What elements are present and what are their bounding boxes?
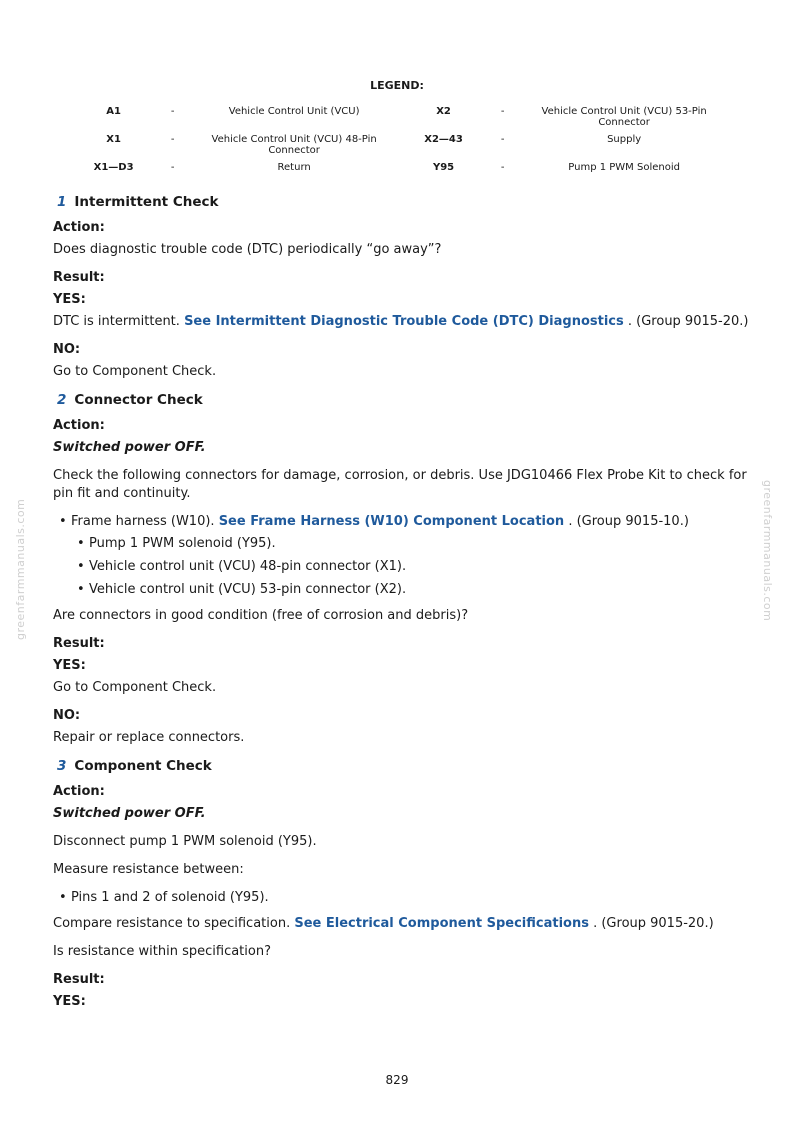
page-number: 829 (385, 1073, 409, 1087)
legend-code: X2 (436, 106, 451, 117)
step-title: Connector Check (74, 392, 203, 408)
disconnect-text: Disconnect pump 1 PWM solenoid (Y95). (53, 834, 317, 849)
bullet-text-end: . (Group 9015-10.) (568, 514, 689, 529)
question-text: Is resistance within specification? (53, 944, 271, 959)
legend-row (70, 104, 730, 132)
list-item: • Vehicle control unit (VCU) 48-pin connector (X1). (89, 558, 753, 576)
legend-title: LEGEND: (370, 79, 424, 92)
step-number: 2 (57, 392, 67, 408)
step-number: 3 (57, 758, 67, 774)
sub-list (71, 535, 753, 599)
action-label: Action: (53, 784, 105, 799)
legend-description: Vehicle Control Unit (VCU) 48-Pin Connector (211, 134, 377, 156)
no-label: NO: (53, 342, 81, 357)
result-label: Result: (53, 636, 105, 651)
action-label: Action: (53, 418, 105, 433)
list-item: • Vehicle control unit (VCU) 53-pin connector (X2). (89, 581, 753, 599)
compare-text (53, 915, 753, 933)
legend-dash: - (170, 162, 175, 173)
legend-dash: - (170, 134, 175, 145)
legend-dash: - (500, 162, 505, 173)
legend-code: X1—D3 (93, 162, 134, 173)
frame-harness-link[interactable]: See Frame Harness (W10) Component Location (218, 514, 565, 529)
step-2-heading (57, 391, 753, 409)
intermittent-dtc-link[interactable]: See Intermittent Diagnostic Trouble Code (DTC) Diagnostics (184, 314, 624, 329)
electrical-specs-link[interactable]: See Electrical Component Specifications (294, 916, 589, 931)
instruction-text: Check the following connectors for damage, corrosion, or debris. Use JDG10466 Flex Probe Kit to check for pin fit and continuity. (53, 468, 747, 501)
step-1-heading (57, 193, 753, 211)
step-3-heading (57, 757, 753, 775)
connector-list (53, 513, 753, 599)
measure-text: Measure resistance between: (53, 862, 244, 877)
legend-dash: - (170, 106, 175, 117)
legend-table (70, 104, 730, 188)
yes-text-start: DTC is intermittent. (53, 314, 180, 329)
legend-description: Pump 1 PWM Solenoid (568, 162, 680, 173)
no-text: Repair or replace connectors. (53, 730, 245, 745)
legend-description: Vehicle Control Unit (VCU) 53-Pin Connector (541, 106, 707, 128)
legend-description: Return (277, 162, 311, 173)
legend-dash: - (500, 134, 505, 145)
yes-text: Go to Component Check. (53, 680, 217, 695)
legend-dash: - (500, 106, 505, 117)
power-off-note: Switched power OFF. (53, 806, 206, 821)
step-title: Component Check (74, 758, 212, 774)
bullet-text: Frame harness (W10). (71, 514, 215, 529)
yes-text-end: . (Group 9015-20.) (627, 314, 749, 329)
result-label: Result: (53, 270, 105, 285)
result-label: Result: (53, 972, 105, 987)
yes-label: YES: (53, 658, 86, 673)
legend-description: Vehicle Control Unit (VCU) (228, 106, 360, 117)
action-label: Action: (53, 220, 105, 235)
legend-description: Supply (607, 134, 642, 145)
yes-text (53, 313, 753, 331)
action-text: Does diagnostic trouble code (DTC) periodically “go away”? (53, 242, 442, 257)
watermark-right: greenfarmmanuals.com (761, 480, 774, 622)
legend-code: X2—43 (424, 134, 463, 145)
list-item: • Pins 1 and 2 of solenoid (Y95). (71, 889, 753, 907)
step-number: 1 (57, 194, 67, 210)
procedure-content (53, 193, 753, 1015)
no-text: Go to Component Check. (53, 364, 217, 379)
compare-text-start: Compare resistance to specification. (53, 916, 291, 931)
list-item: • Pump 1 PWM solenoid (Y95). (89, 535, 753, 553)
no-label: NO: (53, 708, 81, 723)
step-title: Intermittent Check (74, 194, 219, 210)
yes-label: YES: (53, 292, 86, 307)
yes-label: YES: (53, 994, 86, 1009)
watermark-left: greenfarmmanuals.com (14, 498, 27, 640)
legend-row (70, 132, 730, 160)
list-item (71, 513, 753, 599)
legend-code: Y95 (432, 162, 455, 173)
question-text: Are connectors in good condition (free of corrosion and debris)? (53, 608, 469, 623)
legend-code: X1 (106, 134, 121, 145)
legend-row (70, 160, 730, 188)
power-off-note: Switched power OFF. (53, 440, 206, 455)
compare-text-end: . (Group 9015-20.) (593, 916, 714, 931)
legend-code: A1 (106, 106, 121, 117)
pins-list (53, 889, 753, 907)
